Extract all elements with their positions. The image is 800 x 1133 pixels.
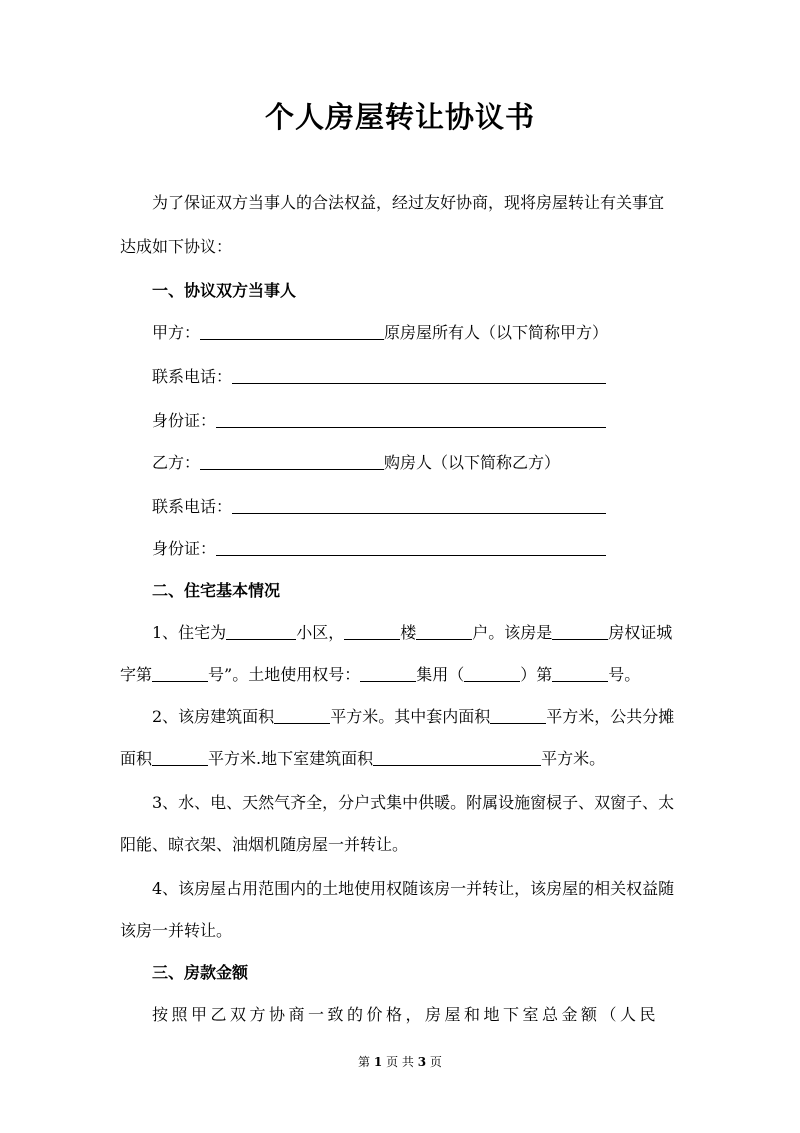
land-year-blank[interactable] xyxy=(464,665,520,682)
item-3-line-1: 3、水、电、天然气齐全，分户式集中供暖。附属设施窗棂子、双窗子、太 xyxy=(152,793,675,812)
total-page-number: 3 xyxy=(417,1055,427,1069)
section-3-line-1: 按照甲乙双方协商一致的价格，房屋和地下室总金额（人民 xyxy=(152,1005,660,1024)
intro-line-2: 达成如下协议： xyxy=(120,237,233,256)
party-b-blank[interactable] xyxy=(200,453,384,470)
certificate-number-blank[interactable] xyxy=(152,665,208,682)
item-4-line-2: 该房一并转让。 xyxy=(120,921,233,940)
item-2-text-b: 平方米。其中套内面积 xyxy=(330,707,491,726)
party-a-phone-row xyxy=(152,366,606,388)
item-1-line-2 xyxy=(120,664,640,686)
id-label: 身份证： xyxy=(152,411,217,430)
party-b-id-blank[interactable] xyxy=(216,539,606,556)
item-1-text-g: 号”。土地使用权号： xyxy=(208,665,361,684)
certificate-blank[interactable] xyxy=(552,623,608,640)
party-b-id-row xyxy=(152,538,606,560)
party-a-label: 甲方： xyxy=(152,323,201,342)
party-a-phone-blank[interactable] xyxy=(232,367,606,384)
party-b-row xyxy=(152,452,560,474)
party-b-label: 乙方： xyxy=(152,453,201,472)
land-use-blank[interactable] xyxy=(360,665,416,682)
item-2-line-1 xyxy=(152,706,674,728)
item-1-text-i: ）第 xyxy=(520,665,553,684)
party-b-phone-row xyxy=(152,496,606,518)
land-number-blank[interactable] xyxy=(552,665,608,682)
item-2-text-f: 平方米。 xyxy=(541,749,606,768)
footer-post: 页 xyxy=(429,1055,442,1069)
unit-blank[interactable] xyxy=(416,623,472,640)
party-a-blank[interactable] xyxy=(200,323,384,340)
building-blank[interactable] xyxy=(344,623,400,640)
inner-area-blank[interactable] xyxy=(490,707,546,724)
item-2-text-d: 面积 xyxy=(120,749,153,768)
community-blank[interactable] xyxy=(226,623,296,640)
item-2-text-e: 平方米.地下室建筑面积 xyxy=(208,749,374,768)
party-a-id-row xyxy=(152,410,606,432)
basement-area-blank[interactable] xyxy=(373,749,541,766)
phone-label: 联系电话： xyxy=(152,367,233,386)
item-2-line-2 xyxy=(120,748,605,770)
item-1-text-c: 楼 xyxy=(400,623,417,642)
shared-area-blank[interactable] xyxy=(152,749,208,766)
item-2-text-c: 平方米，公共分摊 xyxy=(546,707,675,726)
section-3-heading: 三、房款金额 xyxy=(152,963,249,982)
item-3-line-2: 阳能、晾衣架、油烟机随房屋一并转让。 xyxy=(120,835,409,854)
party-b-suffix: 购房人（以下简称乙方） xyxy=(384,453,561,472)
party-a-id-blank[interactable] xyxy=(216,411,606,428)
item-1-line-1 xyxy=(152,622,672,644)
current-page-number: 1 xyxy=(373,1055,383,1069)
item-1-text-d: 户。该房是 xyxy=(472,623,553,642)
party-a-row xyxy=(152,322,608,344)
item-1-text-e: 房权证城 xyxy=(608,623,673,642)
item-1-text-j: 号。 xyxy=(608,665,641,684)
phone-label: 联系电话： xyxy=(152,497,233,516)
page-footer xyxy=(0,1053,800,1070)
item-1-text-b: 小区， xyxy=(296,623,345,642)
building-area-blank[interactable] xyxy=(274,707,330,724)
document-title: 个人房屋转让协议书 xyxy=(264,100,535,134)
item-4-line-1: 4、该房屋占用范围内的土地使用权随该房一并转让，该房屋的相关权益随 xyxy=(152,879,675,898)
id-label: 身份证： xyxy=(152,539,217,558)
item-1-text-h: 集用（ xyxy=(416,665,465,684)
item-1-text-f: 字第 xyxy=(120,665,153,684)
footer-pre: 第 xyxy=(358,1055,371,1069)
section-1-heading: 一、协议双方当事人 xyxy=(152,281,297,300)
intro-line-1: 为了保证双方当事人的合法权益，经过友好协商，现将房屋转让有关事宜 xyxy=(152,193,665,212)
footer-mid: 页 共 xyxy=(386,1055,414,1069)
item-2-text-a: 2、该房建筑面积 xyxy=(152,707,275,726)
section-2-heading: 二、住宅基本情况 xyxy=(152,581,281,600)
item-1-text-a: 1、住宅为 xyxy=(152,623,227,642)
party-b-phone-blank[interactable] xyxy=(232,497,606,514)
party-a-suffix: 原房屋所有人（以下简称甲方） xyxy=(384,323,609,342)
